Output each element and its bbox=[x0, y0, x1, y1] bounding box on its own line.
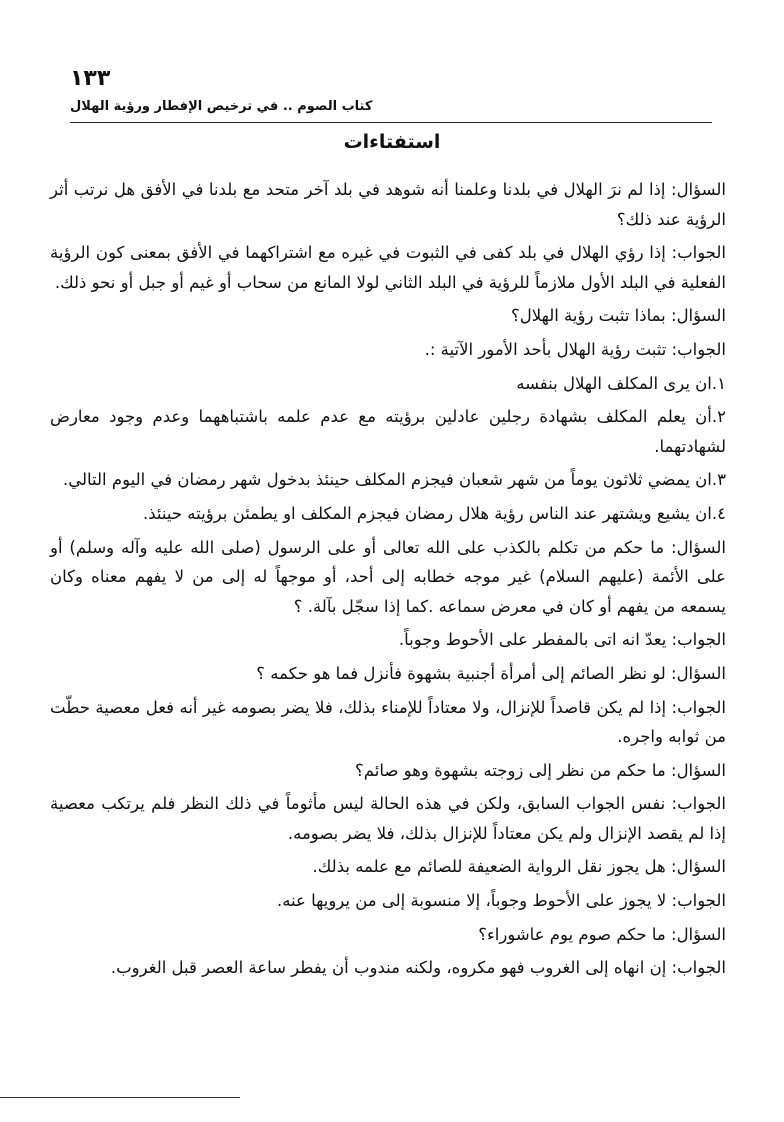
paragraph-answer: الجواب: يعدّ انه اتى بالمفطر على الأحوط وجوباً. bbox=[398, 630, 726, 650]
paragraph-question: السؤال: لو نظر الصائم إلى أمرأة أجنبية بشهوة فأنزل فما هو حكمه ؟ bbox=[256, 663, 726, 683]
footer-divider bbox=[0, 1097, 240, 1098]
page-number: ١٣٣ bbox=[70, 66, 111, 91]
paragraph-question: السؤال: ما حكم من نظر إلى زوجته بشهوة وهو صائم؟ bbox=[355, 760, 726, 780]
paragraph-answer: الجواب: إن انهاه إلى الغروب فهو مكروه، ولكنه مندوب أن يفطر ساعة العصر قبل الغروب. bbox=[110, 958, 726, 978]
paragraph-question: السؤال: ما حكم صوم يوم عاشوراء؟ bbox=[478, 924, 726, 944]
paragraph-answer: الجواب: إذا لم يكن قاصداً للإنزال، ولا معتاداً للإمناء بذلك، فلا يضر بصومه غير أنه فعل معصية حطّت من ثوابه واجره. bbox=[50, 697, 726, 747]
paragraph-answer: الجواب: نفس الجواب السابق، ولكن في هذه الحالة ليس مأثوماً في ذلك النظر فلم يرتكب معصية إذا لم يقصد الإنزال ولم يكن معتاداً للإنزال بذلك، فلا يضر بصومه. bbox=[50, 794, 726, 843]
list-item: ١.ان يرى المكلف الهلال بنفسه bbox=[516, 373, 726, 393]
paragraph-question: السؤال: إذا لم نرَ الهلال في بلدنا وعلمنا أنه شوهد في بلد آخر متحد مع بلدنا في الأفق هل نرتب أثر الرؤية عند ذلك؟ bbox=[50, 180, 726, 229]
paragraph-question: السؤال: بماذا تثبت رؤية الهلال؟ bbox=[511, 306, 726, 326]
list-item: ٤.ان يشيع ويشتهر عند الناس رؤية هلال رمضان فيجزم المكلف او يطمئن برؤيته حينئذ. bbox=[143, 503, 726, 523]
paragraph-answer: الجواب: لا يجوز على الأحوط وجوباً، إلا منسوبة إلى من يرويها عنه. bbox=[276, 891, 726, 911]
paragraph-question: السؤال: ما حكم من تكلم بالكذب على الله تعالى أو على الرسول (صلى الله عليه وآله وسلم) أو على الأئمة (عليهم السلام) غير موجه خطابه إلى أحد، أو موجهاً له إلى من لا يفهم معناه وكان يسمعه من يفهم أو كان في معرض سماعه .كما إذا سجّل بآلة. ؟ bbox=[50, 537, 726, 616]
paragraph-question: السؤال: هل يجوز نقل الرواية الضعيفة للصائم مع علمه بذلك. bbox=[312, 857, 726, 877]
paragraph-answer: الجواب: إذا رؤي الهلال في بلد كفى في الثبوت في غيره مع اشتراكهما في الأفق بمعنى كون الرؤية الفعلية في البلد الأول ملازماً للرؤية في البلد الثاني لولا المانع من سحاب أو غيم أو جبل أو نحو ذلك. bbox=[50, 243, 726, 292]
paragraph-answer: الجواب: تثبت رؤية الهلال بأحد الأمور الآتية :. bbox=[424, 339, 726, 359]
list-item: ٣.ان يمضي ثلاثون يوماً من شهر شعبان فيجزم المكلف حينئذ بدخول شهر رمضان في اليوم التالي. bbox=[63, 470, 726, 490]
list-item: ٢.أن يعلم المكلف بشهادة رجلين عادلين برؤيته مع عدم علمه باشتباههما وعدم وجود معارض لشهادتهما. bbox=[50, 407, 726, 456]
section-title: استفتاءات bbox=[343, 131, 441, 153]
body-text bbox=[50, 175, 726, 987]
running-header: كتاب الصوم .. في ترخيص الإفطار ورؤية الهلال bbox=[70, 99, 373, 114]
header-divider bbox=[70, 122, 712, 123]
